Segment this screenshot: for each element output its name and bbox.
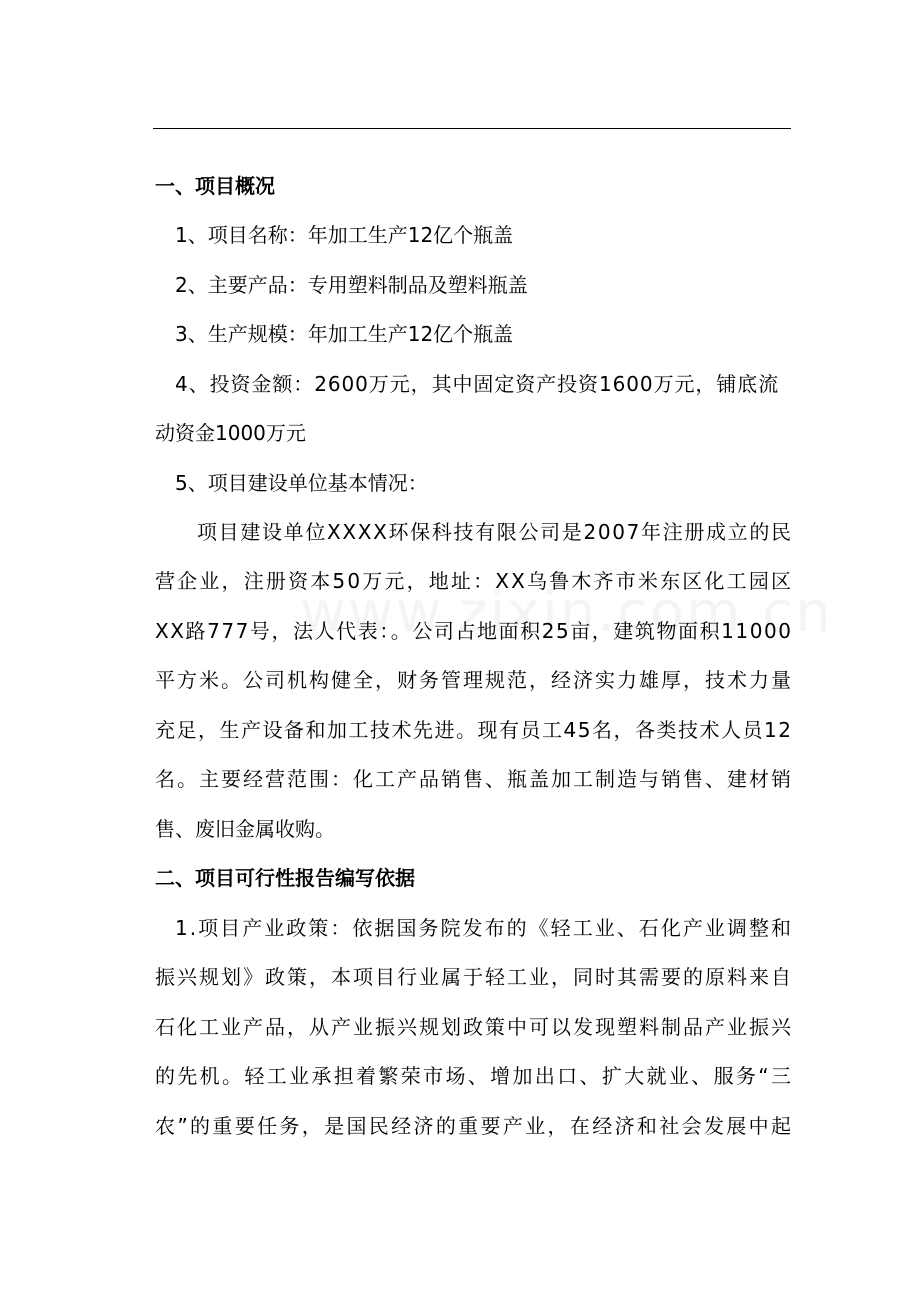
company-paragraph-line: 名。主要经营范围：化工产品销售、瓶盖加工制造与销售、建材销 — [155, 767, 793, 791]
item-main-products: 2、主要产品：专用塑料制品及塑料瓶盖 — [175, 273, 528, 297]
company-paragraph-line: 项目建设单位XXXX环保科技有限公司是2007年注册成立的民 — [197, 520, 793, 544]
item-investment: 4、投资金额：2600万元，其中固定资产投资1600万元，铺底流 — [175, 372, 780, 396]
item-unit-info: 5、项目建设单位基本情况： — [175, 471, 428, 495]
company-paragraph-line: XX路777号，法人代表：。公司占地面积25亩，建筑物面积11000 — [155, 619, 793, 643]
company-paragraph-line: 充足，生产设备和加工技术先进。现有员工45名，各类技术人员12 — [155, 718, 793, 742]
item-investment-cont: 动资金1000万元 — [155, 421, 306, 445]
section-heading-basis: 二、项目可行性报告编写依据 — [155, 866, 415, 890]
item-project-name: 1、项目名称：年加工生产12亿个瓶盖 — [175, 223, 514, 247]
basis-paragraph-line: 农”的重要任务，是国民经济的重要产业，在经济和社会发展中起 — [155, 1114, 794, 1138]
basis-paragraph-line: 1.项目产业政策：依据国务院发布的《轻工业、石化产业调整和 — [175, 916, 794, 940]
company-paragraph-line: 售、废旧金属收购。 — [155, 817, 335, 841]
company-paragraph-line: 平方米。公司机构健全，财务管理规范，经济实力雄厚，技术力量 — [155, 668, 793, 692]
header-rule — [153, 128, 791, 129]
basis-paragraph-line: 振兴规划》政策，本项目行业属于轻工业，同时其需要的原料来自 — [155, 965, 793, 989]
section-heading-overview: 一、项目概况 — [155, 174, 275, 198]
basis-paragraph-line: 的先机。轻工业承担着繁荣市场、增加出口、扩大就业、服务“三 — [155, 1064, 794, 1088]
item-production-scale: 3、生产规模：年加工生产12亿个瓶盖 — [175, 322, 514, 346]
company-paragraph-line: 营企业，注册资本50万元，地址：XX乌鲁木齐市米东区化工园区 — [155, 569, 794, 593]
basis-paragraph-line: 石化工业产品，从产业振兴规划政策中可以发现塑料制品产业振兴 — [155, 1015, 793, 1039]
